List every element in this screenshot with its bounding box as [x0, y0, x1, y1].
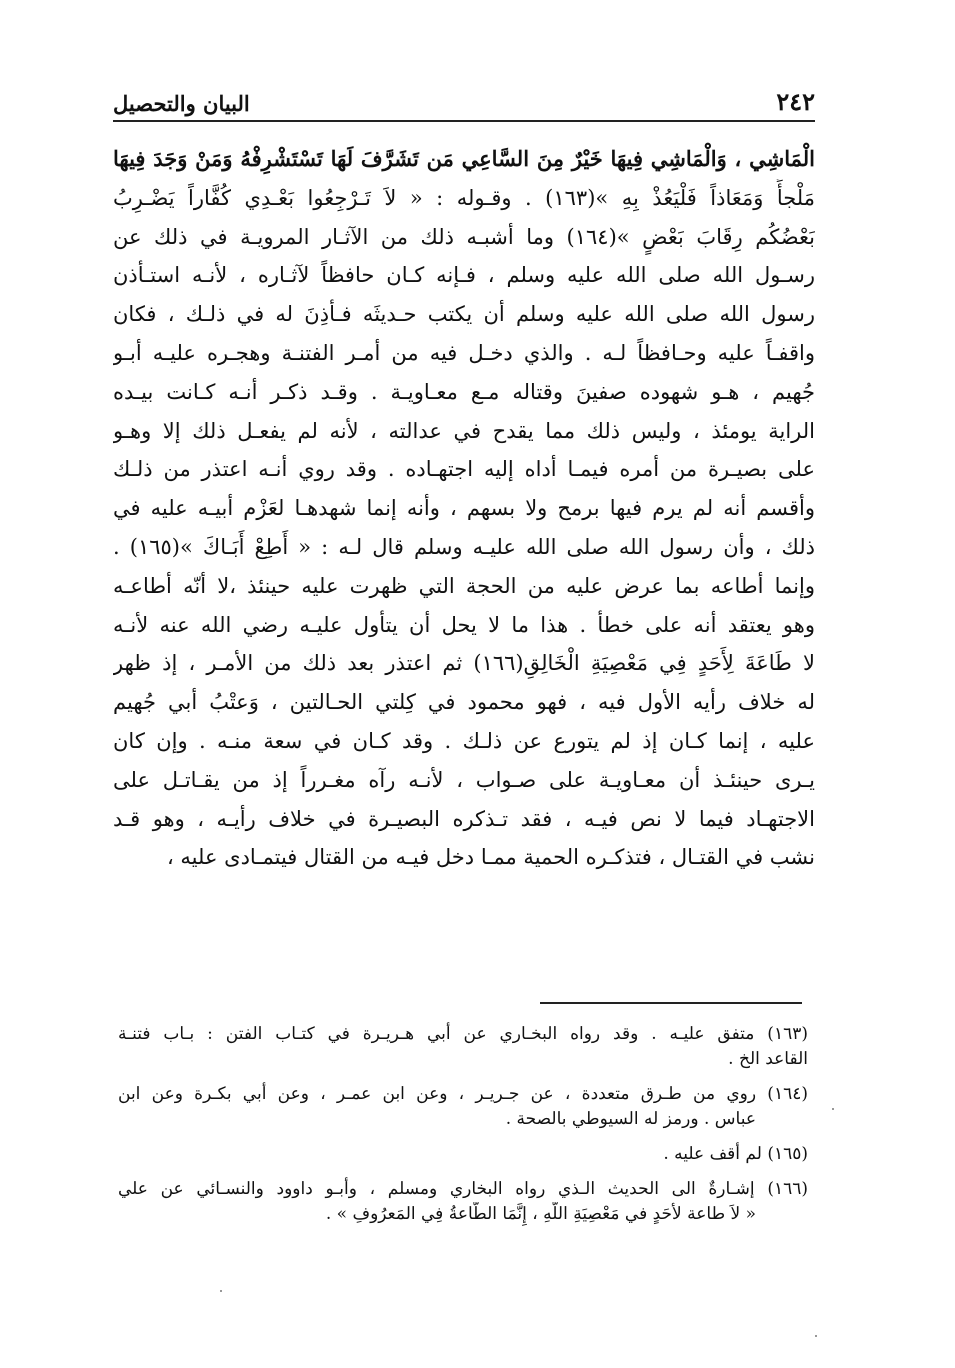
- footnote-line: (١٦٥) لم أقف عليه .: [663, 1144, 808, 1164]
- main-text: [113, 140, 815, 877]
- footnote-166: [118, 1177, 808, 1227]
- footnotes: [118, 1022, 808, 1237]
- text-line: الراية يومئذ ، وليس ذلك مما يقدح في عدالته ، لأنه لم يفعـل ذلك إلا وهـو: [113, 418, 815, 443]
- text-line: رسول الله صلى الله عليه وسلم أن يكتب حـديثَه فـأذِنَ له في ذلـك ، فكان: [113, 302, 815, 327]
- text-line: له خلاف رأيه الأول فيه ، فهو محمود في كِلتي الحـالتين ، وَعتْبُ أبي جُهيم: [113, 690, 815, 715]
- text-line: وهو يعتقد أنه على خطأ . هذا ما لا يحل أن يتأول عليـه رضي الله عنه لأنـه: [113, 612, 815, 637]
- text-line: على بصيـرة من أمره فيمـا أداه إليه اجتهـاده . وقد روي أنـه اعتذر من ذلـك: [113, 457, 815, 482]
- text-line: ذلك ، وأن رسول الله صلى الله عليـه وسلم قال لـه : « أَطِعْ أَبَـاكَ »(١٦٥) .: [113, 534, 815, 559]
- scan-speck: [832, 1108, 834, 1110]
- text-line: الْمَاشِي ، وَالْمَاشِي فِيهَا خَيْرٌ مِنَ السَّاعِي مَن تَشَرَّفَ لَهَا تَسْتَشْرِفْهُ وَمَنْ وَجَدَ فِيهَا: [113, 146, 815, 171]
- text-line: جُهيم ، هـو شهوده صفينَ وقتاله مـع معـاويـة . وقـد ذكـر أنـه كـانت بيـده: [113, 379, 815, 404]
- footnote-line: (١٦٦) إشـارةٌ الى الحديث الـذي رواه البخاري ومسلم ، وأبـو داوود والنسـائي عن علي: [118, 1179, 808, 1199]
- footnote-separator: [540, 1002, 802, 1004]
- running-title: البيان والتحصيل: [113, 91, 250, 116]
- footnote-163: [118, 1022, 808, 1072]
- footnote-line: « لاَ طاعة لأحَدٍ في مَعْصِيَةِ اللَّهِ ، إِنَّمَا الطَّاعةُ فِي المَعرُوفِ » .: [325, 1204, 756, 1224]
- text-line: وإنما أطاعه بما عرض عليه من الحجة التي ظهرت عليه حينئذ ،لا أنّه أطاعـه: [113, 573, 815, 598]
- footnote-165: [118, 1142, 808, 1167]
- text-line: لا طَاعَةَ لِأَحَدٍ فِي مَعْصِيَةِ الْخَالِقِ(١٦٦) ثم اعتذر بعد ذلك من الأمـر ، إذ ظهر: [113, 651, 815, 676]
- text-line: يـرى حينئـذ أن معـاويـة على صـواب ، لأنـه رآه مغـرراً إذ من يقـاتـل على: [113, 767, 815, 792]
- header-rule: [113, 120, 815, 122]
- text-line: الاجتهـاد فيما لا نص فيـه ، فقد تـذكره البصيـرة في خلاف رأيـه ، وهو قـد: [113, 806, 815, 831]
- footnote-line: (١٦٤) روي من طـرق متعددة ، عن جـريـر ، وعن ابن عمـر ، وعن أبي بكـرة وعن ابن: [118, 1084, 808, 1104]
- text-line: عليه ، إنما كـان إذ لم يتورع عن ذلـك . وقد كـان في سعة منـه . وإن كان: [113, 728, 815, 753]
- footnote-164: [118, 1082, 808, 1132]
- scan-speck: [815, 1335, 817, 1337]
- text-line: رسـول الله صلى الله عليه وسلم ، فـإنه كـان حافظاً لآثـاره ، لأنـه استـأذن: [113, 263, 815, 288]
- text-line: نشب في القتـال ، فتذكـره الحمية ممـا دخل فيـه من القتال فيتمـادى عليه ،: [166, 845, 815, 870]
- page-header: [113, 78, 815, 116]
- text-line: بَعْضُكُم رِقَابَ بَعْضٍ »(١٦٤) وما أشبـه ذلك من الآثـار المرويـة في ذلك عن: [113, 224, 815, 249]
- page-number: ٢٤٢: [776, 87, 815, 116]
- text-line: وأقسم أنه لم يرم فيها برمح ولا بسهم ، وأنه إنما شهدهـا لعَزْم أبيـه عليه في: [113, 496, 815, 521]
- footnote-line: عباس . ورمز له السيوطي بالصحة .: [505, 1109, 756, 1129]
- scan-speck: [220, 1290, 222, 1292]
- footnote-line: (١٦٣) متفق عليـه . وقد رواه البخـاري عن أبي هـريـرة في كتـاب الفتن : بـاب فتنـة: [118, 1024, 808, 1044]
- text-line: مَلْجأً وَمَعَاذاً فَلْيَعُذْ بِهِ »(١٦٣) . وقـوله : « لاَ تَـرْجِعُوا بَعْـدِي كُفَّاراً يَضْـرِبُ: [113, 185, 815, 210]
- text-line: واقفـاً عليه وحـافظاً لـه . والذي دخـل فيه من أمـر الفتنـة وهجـره عليـه أبـو: [113, 340, 815, 365]
- footnote-line: القاعد الخ .: [728, 1049, 808, 1069]
